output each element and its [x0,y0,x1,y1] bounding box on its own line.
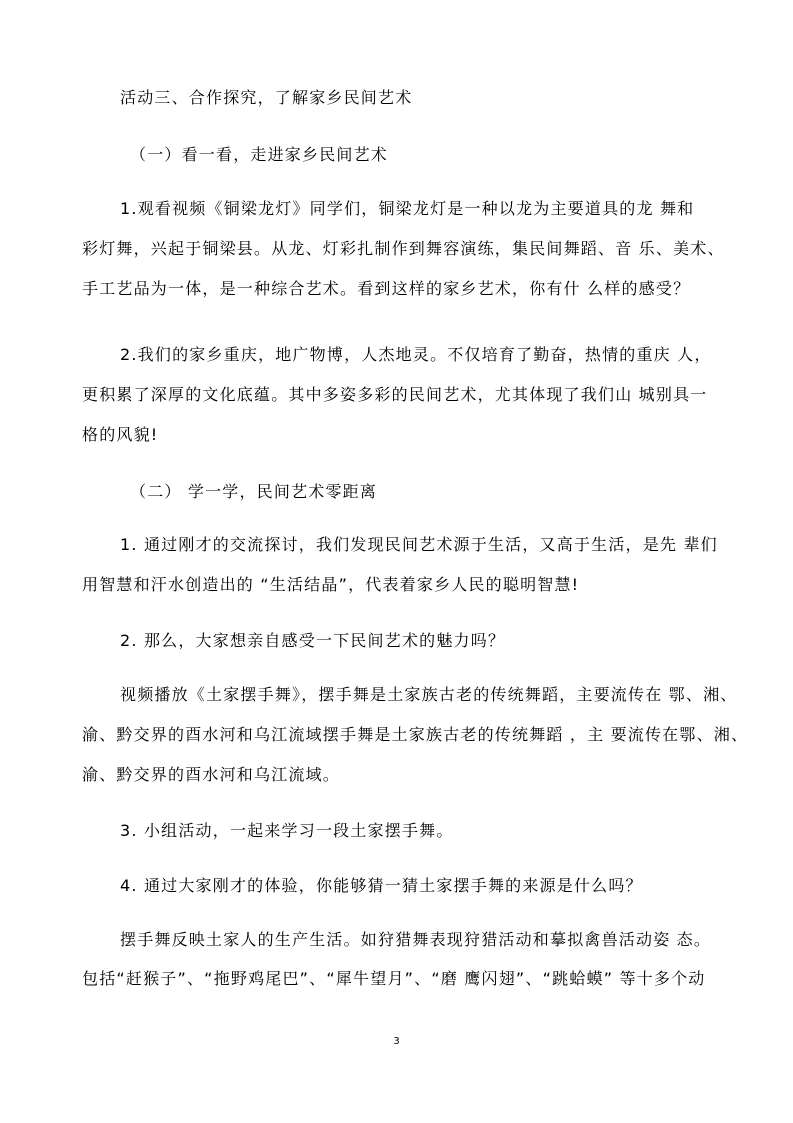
paragraph-8-line-1: 摆手舞反映土家人的生产生活。如狩猎舞表现狩猎活动和摹拟禽兽活动姿 态。 [120,930,712,949]
section-heading-2: （二） 学一学，民间艺术零距离 [130,482,378,501]
paragraph-1-line-2: 彩灯舞，兴起于铜梁县。从龙、灯彩扎制作到舞容演练，集民间舞蹈、音 乐、美术、 [82,239,725,258]
paragraph-6: 3. 小组活动，一起来学习一段土家摆手舞。 [120,821,454,840]
paragraph-2-line-3: 格的风貌! [82,425,159,444]
activity-heading: 活动三、合作探究，了解家乡民间艺术 [120,88,413,107]
paragraph-3-line-1: 1. 通过刚才的交流探讨，我们发现民间艺术源于生活，又高于生活，是先 辈们 [120,535,718,554]
paragraph-5-line-3: 渝、黔交界的酉水河和乌江流域。 [82,765,341,784]
paragraph-1-line-3: 手工艺品为一体，是一种综合艺术。看到这样的家乡艺术，你有什 么样的感受？ [82,279,691,298]
paragraph-4: 2. 那么，大家想亲自感受一下民间艺术的魅力吗？ [120,631,506,650]
page-number: 3 [393,1036,400,1047]
paragraph-3-line-2: 用智慧和汗水创造出的 “生活结晶”，代表着家乡人民的聪明智慧! [82,575,580,594]
paragraph-5-line-1: 视频播放《土家摆手舞》，摆手舞是土家族古老的传统舞蹈，主要流传在 鄂、湘、 [120,685,738,704]
paragraph-2-line-1: 2.我们的家乡重庆，地广物博，人杰地灵。不仅培育了勤奋，热情的重庆 人， [120,345,712,364]
paragraph-5-line-2: 渝、黔交界的酉水河和乌江流域摆手舞是土家族古老的传统舞蹈 ，主 要流传在鄂、湘、 [82,725,749,744]
paragraph-2-line-2: 更积累了深厚的文化底蕴。其中多姿多彩的民间艺术，尤其体现了我们山 城别具一 [82,385,708,404]
paragraph-8-line-2: 包括“赶猴子”、“拖野鸡尾巴”、“犀牛望月”、“磨 鹰闪翅”、“跳蛤蟆” 等十多个动 [82,969,706,988]
paragraph-1-line-1: 1.观看视频《铜梁龙灯》同学们，铜梁龙灯是一种以龙为主要道具的龙 舞和 [120,199,695,218]
section-heading-1: （一）看一看，走进家乡民间艺术 [130,145,389,164]
paragraph-7: 4. 通过大家刚才的体验，你能够猜一猜土家摆手舞的来源是什么吗？ [120,876,643,895]
